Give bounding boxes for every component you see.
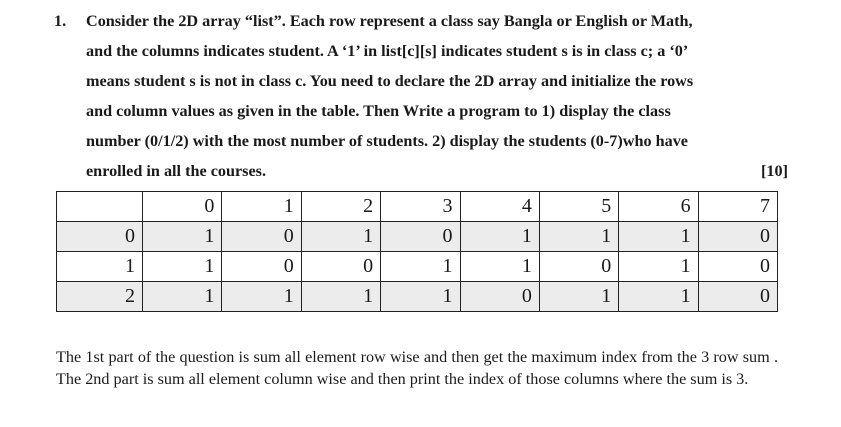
answer-paragraph: The 1st part of the question is sum all element row wise and then get the maximum index from the 3 row sum . The 2nd part is sum all element column wise and then print the index of those columns where the sum is 3. bbox=[56, 348, 778, 388]
data-table bbox=[56, 191, 778, 312]
table-cell: 1 bbox=[619, 222, 698, 252]
table-cell: 0 bbox=[698, 222, 777, 252]
table-cell: 1 bbox=[460, 222, 539, 252]
table-cell: 0 bbox=[301, 252, 380, 282]
row-label: 0 bbox=[57, 222, 143, 252]
table-cell: 1 bbox=[143, 282, 222, 312]
question-block bbox=[48, 6, 788, 186]
table-cell: 1 bbox=[301, 282, 380, 312]
table-cell: 1 bbox=[619, 252, 698, 282]
table-cell: 1 bbox=[460, 252, 539, 282]
column-header: 7 bbox=[698, 192, 777, 222]
table-cell: 1 bbox=[539, 282, 618, 312]
question-line-4: and column values as given in the table. Then Write a program to 1) display the class bbox=[86, 102, 671, 120]
table-cell: 1 bbox=[301, 222, 380, 252]
table-cell: 0 bbox=[698, 282, 777, 312]
table-row bbox=[57, 252, 778, 282]
table-cell: 0 bbox=[222, 252, 301, 282]
row-label: 2 bbox=[57, 282, 143, 312]
table-row bbox=[57, 282, 778, 312]
question-line-3: means student s is not in class c. You need to declare the 2D array and initialize the rows bbox=[86, 72, 694, 90]
table-cell: 0 bbox=[698, 252, 777, 282]
question-last-line bbox=[86, 156, 788, 186]
table-cell: 1 bbox=[619, 282, 698, 312]
table-cell: 0 bbox=[381, 222, 460, 252]
column-header: 5 bbox=[539, 192, 618, 222]
table-corner-cell bbox=[57, 192, 143, 222]
column-header: 3 bbox=[381, 192, 460, 222]
question-line-6: enrolled in all the courses. bbox=[86, 162, 267, 180]
table-cell: 0 bbox=[222, 222, 301, 252]
column-header: 2 bbox=[301, 192, 380, 222]
table-row bbox=[57, 222, 778, 252]
column-header: 4 bbox=[460, 192, 539, 222]
question-line-1: Consider the 2D array “list”. Each row represent a class say Bangla or English or Math, bbox=[86, 12, 693, 30]
column-header: 1 bbox=[222, 192, 301, 222]
table-cell: 0 bbox=[460, 282, 539, 312]
question-line-2: and the columns indicates student. A ‘1’ in list[c][s] indicates student s is in class c; a ‘0’ bbox=[86, 42, 689, 60]
table-cell: 1 bbox=[381, 252, 460, 282]
column-header: 6 bbox=[619, 192, 698, 222]
row-label: 1 bbox=[57, 252, 143, 282]
question-marks: [10] bbox=[761, 162, 788, 180]
question-line-5: number (0/1/2) with the most number of students. 2) display the students (0-7)who have bbox=[86, 132, 688, 150]
question-number: 1. bbox=[54, 12, 67, 30]
table-header-row bbox=[57, 192, 778, 222]
table-cell: 1 bbox=[222, 282, 301, 312]
table-cell: 1 bbox=[143, 252, 222, 282]
table-cell: 0 bbox=[539, 252, 618, 282]
table-cell: 1 bbox=[381, 282, 460, 312]
column-header: 0 bbox=[143, 192, 222, 222]
table-cell: 1 bbox=[143, 222, 222, 252]
table-cell: 1 bbox=[539, 222, 618, 252]
